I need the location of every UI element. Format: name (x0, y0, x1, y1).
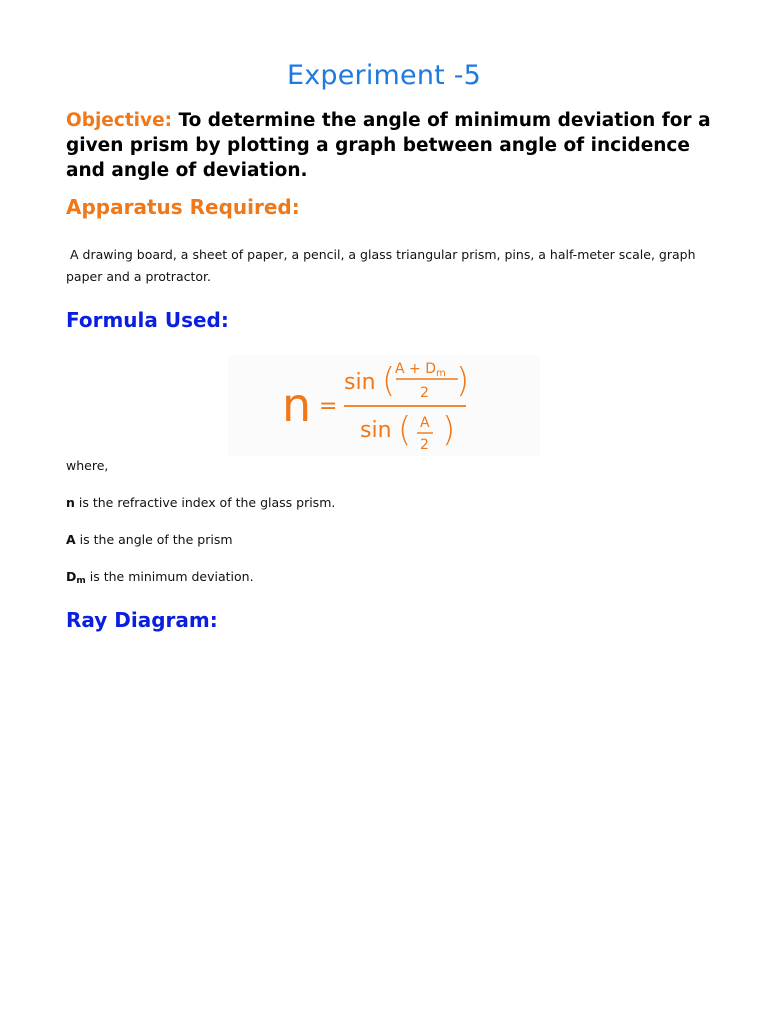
formula-num-sin: sin (344, 370, 376, 395)
where-symbol: A (66, 532, 76, 547)
apparatus-heading: Apparatus Required: (66, 195, 300, 219)
formula-den-close-paren: ) (442, 410, 456, 450)
formula-equals: = (319, 394, 338, 419)
where-text: is the minimum deviation. (85, 569, 254, 584)
where-symbol: n (66, 495, 75, 510)
where-item-dm (66, 569, 254, 586)
formula-num-bottom: 2 (420, 385, 429, 401)
objective-text: To determine the angle of minimum deviation for a given prism by plotting a graph between angle of incidence and angle of deviation. (66, 110, 711, 181)
formula-den-bottom: 2 (420, 437, 429, 453)
where-item-a (66, 532, 233, 547)
formula-den-sin: sin (360, 418, 392, 443)
formula-num-open-paren: ( (382, 361, 396, 401)
page-title: Experiment -5 (286, 60, 482, 91)
formula-heading: Formula Used: (66, 308, 229, 332)
where-text: is the angle of the prism (75, 532, 233, 547)
objective-paragraph (66, 108, 716, 183)
where-symbol-subscript: m (76, 576, 86, 586)
formula-den-open-paren: ( (398, 410, 412, 450)
where-symbol: D (66, 569, 77, 584)
formula-lhs: n (282, 378, 312, 432)
objective-label: Objective: (66, 110, 173, 131)
formula-num-top (395, 361, 446, 379)
where-text: is the refractive index of the glass prism. (74, 495, 336, 510)
where-intro: where, (66, 458, 109, 473)
where-item-n (66, 495, 335, 510)
formula-num-top-sub: m (436, 368, 446, 379)
formula-den-top: A (420, 415, 430, 431)
apparatus-text: A drawing board, a sheet of paper, a pencil, a glass triangular prism, pins, a half-meter scale, graph paper and a protractor. (66, 247, 700, 284)
ray-diagram-heading: Ray Diagram: (66, 608, 218, 632)
formula-image (228, 355, 540, 456)
formula-num-top-main: A + D (395, 361, 436, 377)
formula-num-close-paren: ) (456, 361, 470, 401)
